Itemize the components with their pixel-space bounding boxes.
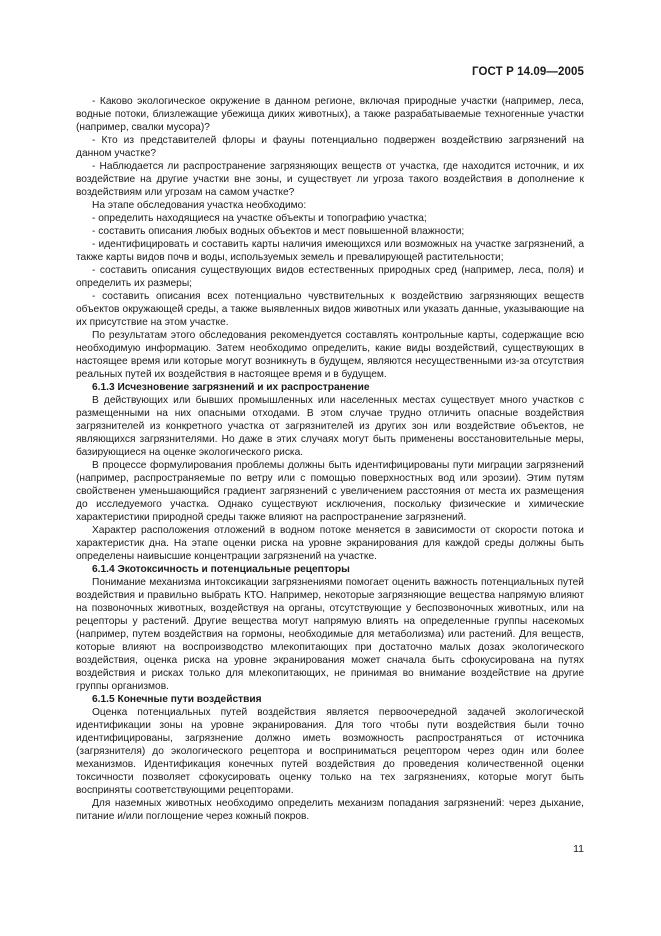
- paragraph: Понимание механизма интоксикации загрязнениями помогает оценить важность потенциальных путей воздействия и правильно выбрать КТО. Например, некоторые загрязняющие вещества напрямую влияют на позвоночных животных, воздействуя на органы, отсутствующие у беспозвоночных животных, или на рецепторы у растений. Другие вещества могут напрямую влиять на определенные группы насекомых (например, путем воздействия на гормоны, необходимые для метаболизма) или растений. Для веществ, которые влияют на воспроизводство млекопитающих при достаточно малых дозах экологического воздействия, оценка риска на уровне экранирования может сначала быть сфокусирована на путях воздействия и рисках только для млекопитающих, не принимая во внимание воздействие на другие группы организмов.: [76, 577, 584, 692]
- paragraph: - Кто из представителей флоры и фауны потенциально подвержен воздействию загрязнений на данном участке?: [76, 135, 584, 159]
- page-body: [76, 95, 584, 823]
- paragraph: - Наблюдается ли распространение загрязняющих веществ от участка, где находится источник, и их воздействие на другие участки вне зоны, и существует ли угроза такого воздействия в дополнение к воздействиям или угрозам на самом участке?: [76, 161, 584, 198]
- list-item: - идентифицировать и составить карты наличия имеющихся или возможных на участке загрязнений, а также карты видов почв и воды, используемых земель и превалирующей растительности;: [76, 239, 584, 263]
- paragraph: Оценка потенциальных путей воздействия является первоочередной задачей экологической идентификации зоны на уровне экранирования. Для того чтобы пути воздействия были точно идентифицированы, загрязнение должно иметь возможность распространяться от источника (загрязнителя) до экологического рецептора и восприниматься рецептором через один или более механизмов. Идентификация конечных путей воздействия до проведения количественной оценки токсичности позволяет сфокусировать оценку только на тех загрязнениях, которые могут быть восприняты соответствующими рецепторами.: [76, 707, 584, 796]
- section-heading-6-1-4: 6.1.4 Экотоксичность и потенциальные рецепторы: [92, 564, 350, 575]
- paragraph: В действующих или бывших промышленных или населенных местах существует много участков с размещенными на них опасными отходами. В этом случае трудно отличить опасные воздействия загрязнителей из конкретного участка от загрязнителей из других зон или воздействие объектов, не являющихся загрязнителями. Но даже в этих случаях могут быть применены восстановительные меры, базирующиеся на оценке экологического риска.: [76, 395, 584, 458]
- list-item: - составить описания всех потенциально чувствительных к воздействию загрязняющих веществ объектов окружающей среды, а также выявленных видов животных или указать данные, указывающие на их присутствие на этом участке.: [76, 291, 584, 328]
- paragraph: В процессе формулирования проблемы должны быть идентифицированы пути миграции загрязнений (например, распространяемые по ветру или с помощью поверхностных вод или эрозии). Этим путям свойственен уменьшающийся градиент загрязнений с увеличением расстояния от места их размещения до исследуемого участка. Однако существуют исключения, поскольку физические и химические характеристики природной среды также влияют на распространение загрязнений.: [76, 460, 584, 523]
- paragraph: Характер расположения отложений в водном потоке меняется в зависимости от скорости потока и характеристик дна. На этапе оценки риска на уровне экранирования для каждой среды должны быть определены наивысшие концентрации загрязнений на участке.: [76, 525, 584, 562]
- list-item: - составить описания любых водных объектов и мест повышенной влажности;: [92, 226, 465, 237]
- document-code: ГОСТ Р 14.09—2005: [472, 66, 584, 78]
- paragraph: По результатам этого обследования рекомендуется составлять контрольные карты, содержащие всю необходимую информацию. Затем необходимо определить, какие виды воздействий, существующих в настоящее время или которые могут возникнуть в будущем, являются несущественными из-за отсутствия реальных путей их воздействия в настоящее время и в будущем.: [76, 330, 584, 380]
- paragraph: - Каково экологическое окружение в данном регионе, включая природные участки (например, леса, водные потоки, близлежащие убежища диких животных), а также разрабатываемые техногенные участки (например, свалки мусора)?: [76, 96, 584, 133]
- list-item: - определить находящиеся на участке объекты и топографию участка;: [92, 213, 427, 224]
- paragraph: Для наземных животных необходимо определить механизм попадания загрязнений: через дыхание, питание и/или поглощение через кожный покров.: [76, 798, 584, 822]
- page-number: 11: [573, 843, 584, 855]
- section-heading-6-1-5: 6.1.5 Конечные пути воздействия: [92, 694, 262, 705]
- section-heading-6-1-3: 6.1.3 Исчезновение загрязнений и их распространение: [92, 382, 370, 393]
- list-item: - составить описания существующих видов естественных природных сред (например, леса, поля) и определить их размеры;: [76, 265, 584, 289]
- paragraph: На этапе обследования участка необходимо:: [92, 200, 307, 211]
